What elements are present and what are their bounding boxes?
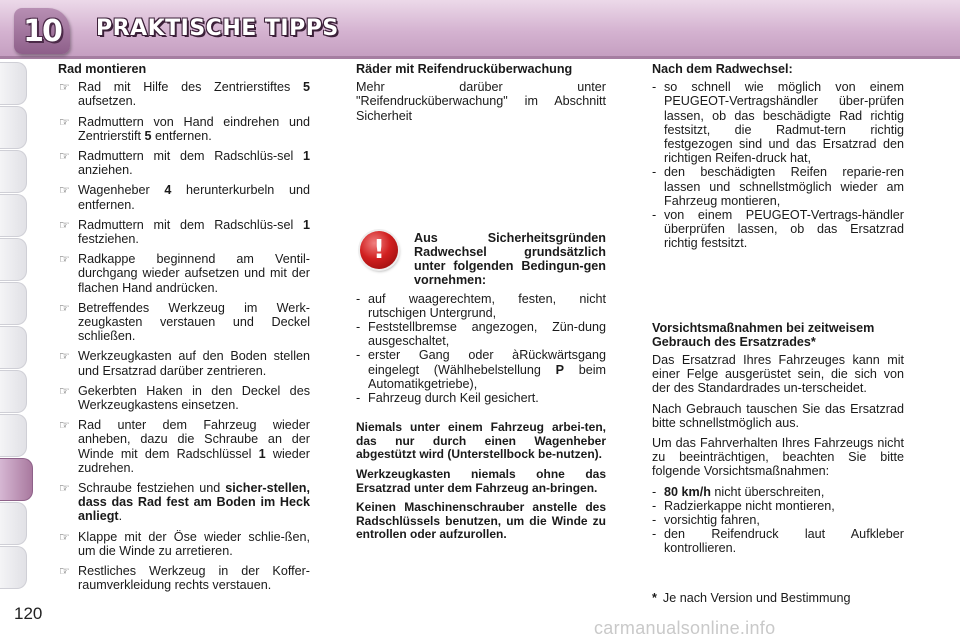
chapter-badge [14,8,70,54]
page-number: 120 [14,604,43,623]
paragraph: Um das Fahrverhalten Ihres Fahrzeugs nicht zu beeinträchtigen, beachten Sie bitte folgende Vorsichtsmaßnahmen: [652,436,904,479]
column-mount-wheel [58,62,310,599]
chapter-tab-2[interactable] [0,106,27,149]
pointing-hand-icon: ☞ [59,349,70,364]
list-item: - erster Gang oder àRückwärtsgang eingelegt (Wählhebelstellung P beim Automatikgetriebe), [356,348,606,391]
chapter-number: 10 [23,13,61,49]
conditions-list [356,292,606,406]
list-item: ☞ Radmuttern von Hand eindrehen und Zentrierstift 5 entfernen. [59,114,310,143]
header-divider [0,56,960,59]
column-tyre-pressure [356,62,606,548]
chapter-tab-11[interactable] [0,502,27,545]
watermark[interactable]: carmanualsonline.info [594,618,776,638]
list-item: ☞ Radmuttern mit dem Radschlüs-sel 1 anziehen. [59,149,310,178]
list-item: - so schnell wie möglich von einem PEUGEOT-Vertragshändler über-prüfen lassen, ob das beschädigte Rad richtig festsitzt, die Radmut-tern richtig festgezogen sind und das Ersatzrad den richtigen Reifen-druck hat, [652,80,904,165]
chapter-tab-9[interactable] [0,414,27,457]
info-text: Mehr darüber unter "Reifendrucküberwachung" im Abschnitt Sicherheit [356,80,606,123]
list-item: - von einem PEUGEOT-Vertrags-händler überprüfen lassen, ob das Ersatzrad richtig festsitzt. [652,208,904,251]
list-item: - auf waagerechtem, festen, nicht rutschigen Untergrund, [356,292,606,320]
pointing-hand-icon: ☞ [59,481,70,496]
footnote-text: Je nach Version und Bestimmung [662,591,851,605]
chapter-tab-12[interactable] [0,546,27,589]
list-item: ☞ Werkzeugkasten auf den Boden stellen und Ersatzrad darüber zentrieren. [59,349,310,378]
list-item: - Fahrzeug durch Keil gesichert. [356,391,606,405]
section-heading: Nach dem Radwechsel: [652,62,793,76]
precautions-list [652,485,904,556]
list-item: - den beschädigten Reifen reparie-ren lassen und schnellstmöglich wieder am Fahrzeug montieren, [652,165,904,208]
list-item: ☞ Klappe mit der Öse wieder schlie-ßen, um die Winde zu arretieren. [59,529,310,558]
chapter-tab-7[interactable] [0,326,27,369]
mount-steps-list [58,80,310,592]
column-after-change [652,62,904,556]
pointing-hand-icon: ☞ [59,383,70,398]
pointing-hand-icon: ☞ [59,217,70,232]
list-item: - 80 km/h nicht überschreiten, [652,485,904,499]
pointing-hand-icon: ☞ [59,252,70,267]
list-item: ☞ Radkappe beginnend am Ventil-durchgang wieder aufsetzen und mit der flachen Hand andrücken. [59,252,310,295]
paragraph: Das Ersatzrad Ihres Fahrzeuges kann mit einer Felge ausgerüstet sein, die sich von der des Standardrades un-terscheidet. [652,353,904,396]
pointing-hand-icon: ☞ [59,149,70,164]
pointing-hand-icon: ☞ [59,529,70,544]
chapter-tab-8[interactable] [0,370,27,413]
pointing-hand-icon: ☞ [59,564,70,579]
after-change-list [652,80,904,250]
pointing-hand-icon: ☞ [59,80,70,95]
safety-notes [356,421,606,542]
chapter-tab-10-active[interactable] [0,458,33,501]
safety-note: Werkzeugkasten niemals ohne das Ersatzrad unter dem Fahrzeug an-bringen. [356,467,606,495]
chapter-tab-3[interactable] [0,150,27,193]
paragraph: Nach Gebrauch tauschen Sie das Ersatzrad bitte schnellstmöglich aus. [652,401,904,430]
footnote-marker: * [652,591,657,605]
page-title: PRAKTISCHE TIPPS [96,16,339,41]
chapter-tab-5[interactable] [0,238,27,281]
pointing-hand-icon: ☞ [59,183,70,198]
list-item: ☞ Radmuttern mit dem Radschlüs-sel 1 festziehen. [59,217,310,247]
warning-title: Aus Sicherheitsgründen Radwechsel grundsätzlich unter folgenden Bedingun-gen vornehmen: [414,230,606,288]
pointing-hand-icon: ☞ [59,300,70,315]
chapter-tab-6[interactable] [0,282,27,325]
pointing-hand-icon: ☞ [59,114,70,129]
pointing-hand-icon: ☞ [59,418,70,433]
footnote [652,591,851,605]
list-item: - Feststellbremse angezogen, Zün-dung ausgeschaltet, [356,320,606,348]
warning-box [356,231,606,405]
section-heading: Räder mit Reifendrucküberwachung [356,62,573,76]
list-item: ☞ Restliches Werkzeug in der Koffer-raumverkleidung rechts verstauen. [59,564,310,593]
safety-note: Keinen Maschinenschrauber anstelle des Radschlüssels benutzen, um die Winde zu entrollen oder aufzurollen. [356,500,606,542]
chapter-tab-4[interactable] [0,194,27,237]
list-item: ☞ Betreffendes Werkzeug im Werk-zeugkasten verstauen und Deckel schließen. [59,300,310,344]
exclamation-icon: ! [360,231,398,269]
section-heading: Rad montieren [58,62,147,76]
list-item: ☞ Gekerbten Haken in den Deckel des Werkzeugkastens einsetzen. [59,383,310,413]
list-item: - Radzierkappe nicht montieren, [652,499,904,513]
list-item: ☞ Schraube festziehen und sicher-stellen, dass das Rad fest am Boden im Heck anliegt. [59,481,310,524]
list-item: ☞ Rad mit Hilfe des Zentrierstiftes 5 aufsetzen. [59,80,310,109]
list-item: ☞ Wagenheber 4 herunterkurbeln und entfernen. [59,183,310,212]
chapter-tabs [0,62,34,590]
list-item: - vorsichtig fahren, [652,513,904,527]
section-heading: Vorsichtsmaßnahmen bei zeitweisem Gebrauch des Ersatzrades* [652,320,875,349]
chapter-tab-1[interactable] [0,62,27,105]
list-item: - den Reifendruck laut Aufkleber kontrollieren. [652,527,904,555]
safety-note: Niemals unter einem Fahrzeug arbei-ten, das nur durch einen Wagenheber abgestützt wird (Unterstellbock be-nutzen). [356,420,606,462]
list-item: ☞ Rad unter dem Fahrzeug wieder anheben, dazu die Schraube an der Winde mit dem Radschlüssel 1 wieder zudrehen. [59,418,310,475]
